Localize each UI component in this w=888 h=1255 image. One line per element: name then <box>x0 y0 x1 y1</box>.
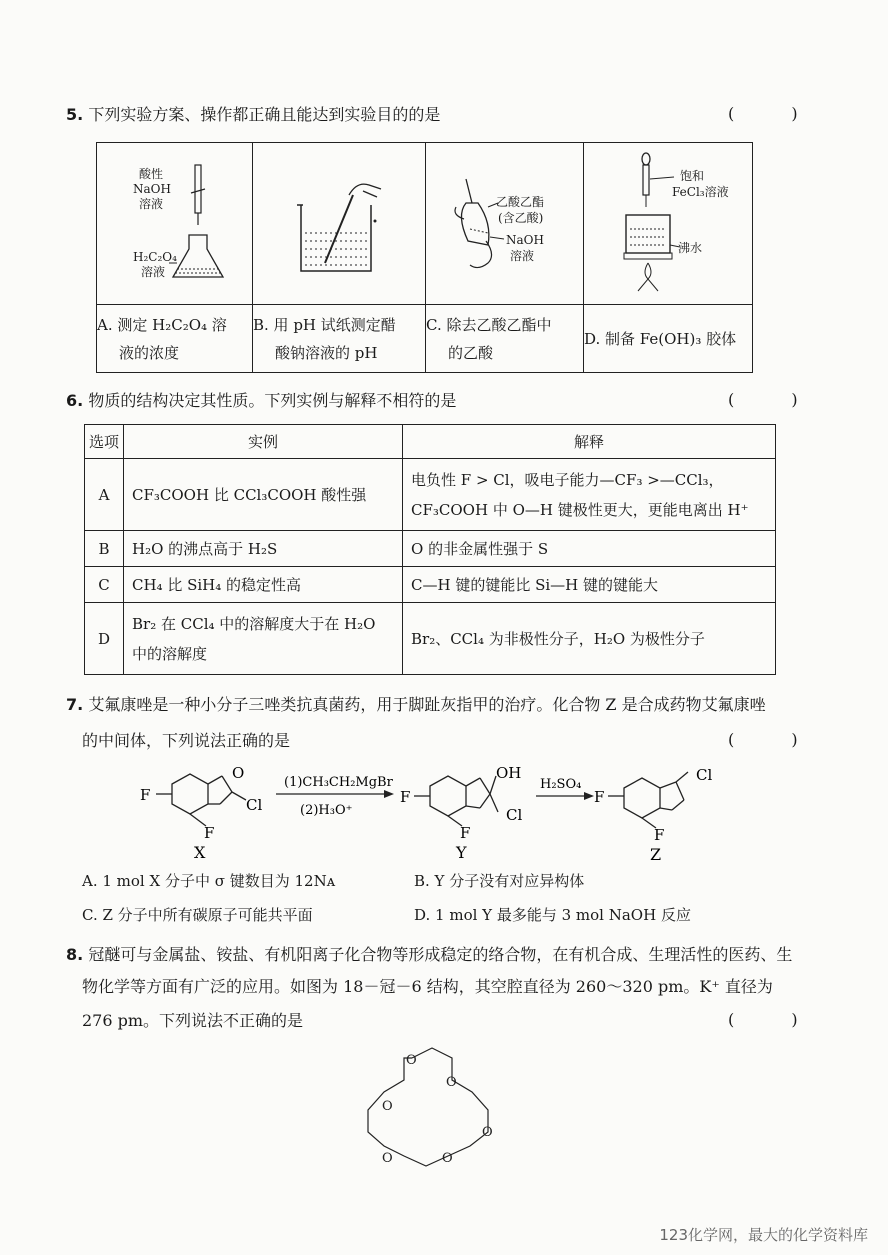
reaction-scheme <box>0 760 888 870</box>
q5-option-a <box>97 305 253 373</box>
q7-option-c: C. Z 分子中所有碳原子可能共平面 <box>82 906 313 924</box>
q5-stem <box>66 104 440 126</box>
example-line: Br₂ 在 CCl₄ 中的溶解度大于在 H₂O <box>132 614 376 633</box>
example-line: 中的溶解度 <box>132 644 208 663</box>
molecule-z <box>608 772 688 828</box>
row-option: C <box>85 567 124 603</box>
row-explanation: C—H 键的键能比 Si—H 键的键能大 <box>403 567 776 603</box>
q8-answer-paren: ( ) <box>728 1010 824 1029</box>
option-line: 液的浓度 <box>119 343 180 362</box>
y-F-label: F <box>400 788 411 806</box>
q8-stem-text: 冠醚可与金属盐、铵盐、有机阳离子化合物等形成稳定的络合物，在有机合成、生理活性的医药、生 <box>88 945 793 964</box>
label: 溶液 <box>510 249 535 263</box>
separatory-funnel-diagram <box>426 145 583 302</box>
q7-option-b: B. Y 分子没有对应异构体 <box>414 872 585 890</box>
q7-number: 7. <box>66 695 84 714</box>
oxygen-atom: O <box>446 1075 457 1090</box>
x-label: X <box>194 843 206 862</box>
q8-stem-line2: 物化学等方面有广泛的应用。如图为 18－冠－6 结构，其空腔直径为 260～320 pm。K⁺ 直径为 <box>82 977 773 996</box>
q6-answer-paren: ( ) <box>728 390 824 409</box>
option-line: C. 除去乙酸乙酯中 <box>426 315 552 334</box>
row-example: CF₃COOH 比 CCl₃COOH 酸性强 <box>124 459 403 531</box>
q5-option-b <box>253 305 426 373</box>
z-F-label: F <box>594 788 605 806</box>
table-row <box>85 603 776 675</box>
x-F2-label: F <box>204 824 215 842</box>
label: FeCl₃溶液 <box>672 185 729 199</box>
label: (含乙酸) <box>498 211 544 225</box>
option-line: D. 制备 Fe(OH)₃ 胶体 <box>584 329 737 348</box>
z-F2-label: F <box>654 826 665 844</box>
crown-ether-diagram <box>0 1040 888 1190</box>
q7-option-a: A. 1 mol X 分子中 σ 键数目为 12Nᴀ <box>82 872 336 890</box>
oxygen-atom: O <box>382 1099 393 1114</box>
x-O-label: O <box>232 764 245 782</box>
y-OH-label: OH <box>496 764 522 782</box>
explain-line: 电负性 F > Cl，吸电子能力—CF₃ >—CCl₃， <box>411 470 724 489</box>
row-option: A <box>85 459 124 531</box>
header-option: 选项 <box>85 425 124 459</box>
q8-stem-line3: 276 pm。下列说法不正确的是 <box>82 1011 304 1030</box>
q5-number: 5. <box>66 105 84 124</box>
site-watermark: 123化学网，最大的化学资料库 <box>659 1226 868 1244</box>
z-Cl-label: Cl <box>696 766 713 784</box>
table-row <box>85 567 776 603</box>
explain-line: CF₃COOH 中 O—H 键极性更大，更能电离出 H⁺ <box>411 500 749 519</box>
q5-image-d <box>584 143 753 305</box>
label: NaOH <box>506 233 544 247</box>
oxygen-atom: O <box>406 1053 417 1068</box>
label: H₂C₂O₄ <box>133 250 177 264</box>
titration-diagram <box>97 145 252 302</box>
reagent1-bottom: (2)H₃O⁺ <box>300 803 353 818</box>
label: NaOH <box>133 182 171 196</box>
q5-image-a <box>97 143 253 305</box>
molecule-y <box>414 776 498 826</box>
row-explanation <box>403 459 776 531</box>
q7-stem-line2: 的中间体，下列说法正确的是 <box>82 731 291 750</box>
option-line: A. 测定 H₂C₂O₄ 溶 <box>97 315 227 334</box>
label: 沸水 <box>678 241 703 255</box>
y-label: Y <box>456 843 467 862</box>
q6-table <box>84 424 776 675</box>
q8-number: 8. <box>66 945 84 964</box>
q6-number: 6. <box>66 391 84 410</box>
row-example <box>124 603 403 675</box>
x-Cl-label: Cl <box>246 796 263 814</box>
header-explanation: 解释 <box>403 425 776 459</box>
header-example: 实例 <box>124 425 403 459</box>
row-option: D <box>85 603 124 675</box>
row-option: B <box>85 531 124 567</box>
q5-option-c <box>426 305 584 373</box>
label: 溶液 <box>139 197 164 211</box>
label: 乙酸乙酯 <box>496 195 545 209</box>
q5-answer-paren: ( ) <box>728 104 824 123</box>
label: 饱和 <box>680 169 705 183</box>
label: 酸性 <box>139 167 164 181</box>
q5-stem-text: 下列实验方案、操作都正确且能达到实验目的的是 <box>88 105 441 124</box>
ph-test-diagram <box>253 143 425 300</box>
row-example: H₂O 的沸点高于 H₂S <box>124 531 403 567</box>
y-F2-label: F <box>460 824 471 842</box>
option-line: B. 用 pH 试纸测定醋 <box>253 315 396 334</box>
y-Cl-label: Cl <box>506 806 523 824</box>
colloid-prep-diagram <box>584 145 752 302</box>
label: 溶液 <box>141 265 166 279</box>
row-explanation: Br₂、CCl₄ 为非极性分子，H₂O 为极性分子 <box>403 603 776 675</box>
q7-stem-line1 <box>66 694 766 716</box>
option-line: 酸钠溶液的 pH <box>275 343 378 362</box>
option-line: 的乙酸 <box>448 343 494 362</box>
q7-answer-paren: ( ) <box>728 730 824 749</box>
z-label: Z <box>650 845 662 864</box>
q6-stem <box>66 390 456 412</box>
q7-stem-text: 艾氟康唑是一种小分子三唑类抗真菌药，用于脚趾灰指甲的治疗。化合物 Z 是合成药物艾氟康唑 <box>88 695 766 714</box>
q5-image-b <box>253 143 426 305</box>
reagent1-top: (1)CH₃CH₂MgBr <box>284 775 393 790</box>
q5-image-c <box>426 143 584 305</box>
oxygen-atom: O <box>482 1125 493 1140</box>
q6-stem-text: 物质的结构决定其性质。下列实例与解释不相符的是 <box>88 391 457 410</box>
x-F-label: F <box>140 786 151 804</box>
table-row <box>85 459 776 531</box>
row-example: CH₄ 比 SiH₄ 的稳定性高 <box>124 567 403 603</box>
q7-option-d: D. 1 mol Y 最多能与 3 mol NaOH 反应 <box>414 906 691 924</box>
reagent2: H₂SO₄ <box>540 777 582 792</box>
q5-table <box>96 142 753 373</box>
table-row <box>85 531 776 567</box>
q5-option-d <box>584 305 753 373</box>
q8-stem-line1 <box>66 944 792 966</box>
row-explanation: O 的非金属性强于 S <box>403 531 776 567</box>
oxygen-atom: O <box>382 1151 393 1166</box>
oxygen-atom: O <box>442 1151 453 1166</box>
